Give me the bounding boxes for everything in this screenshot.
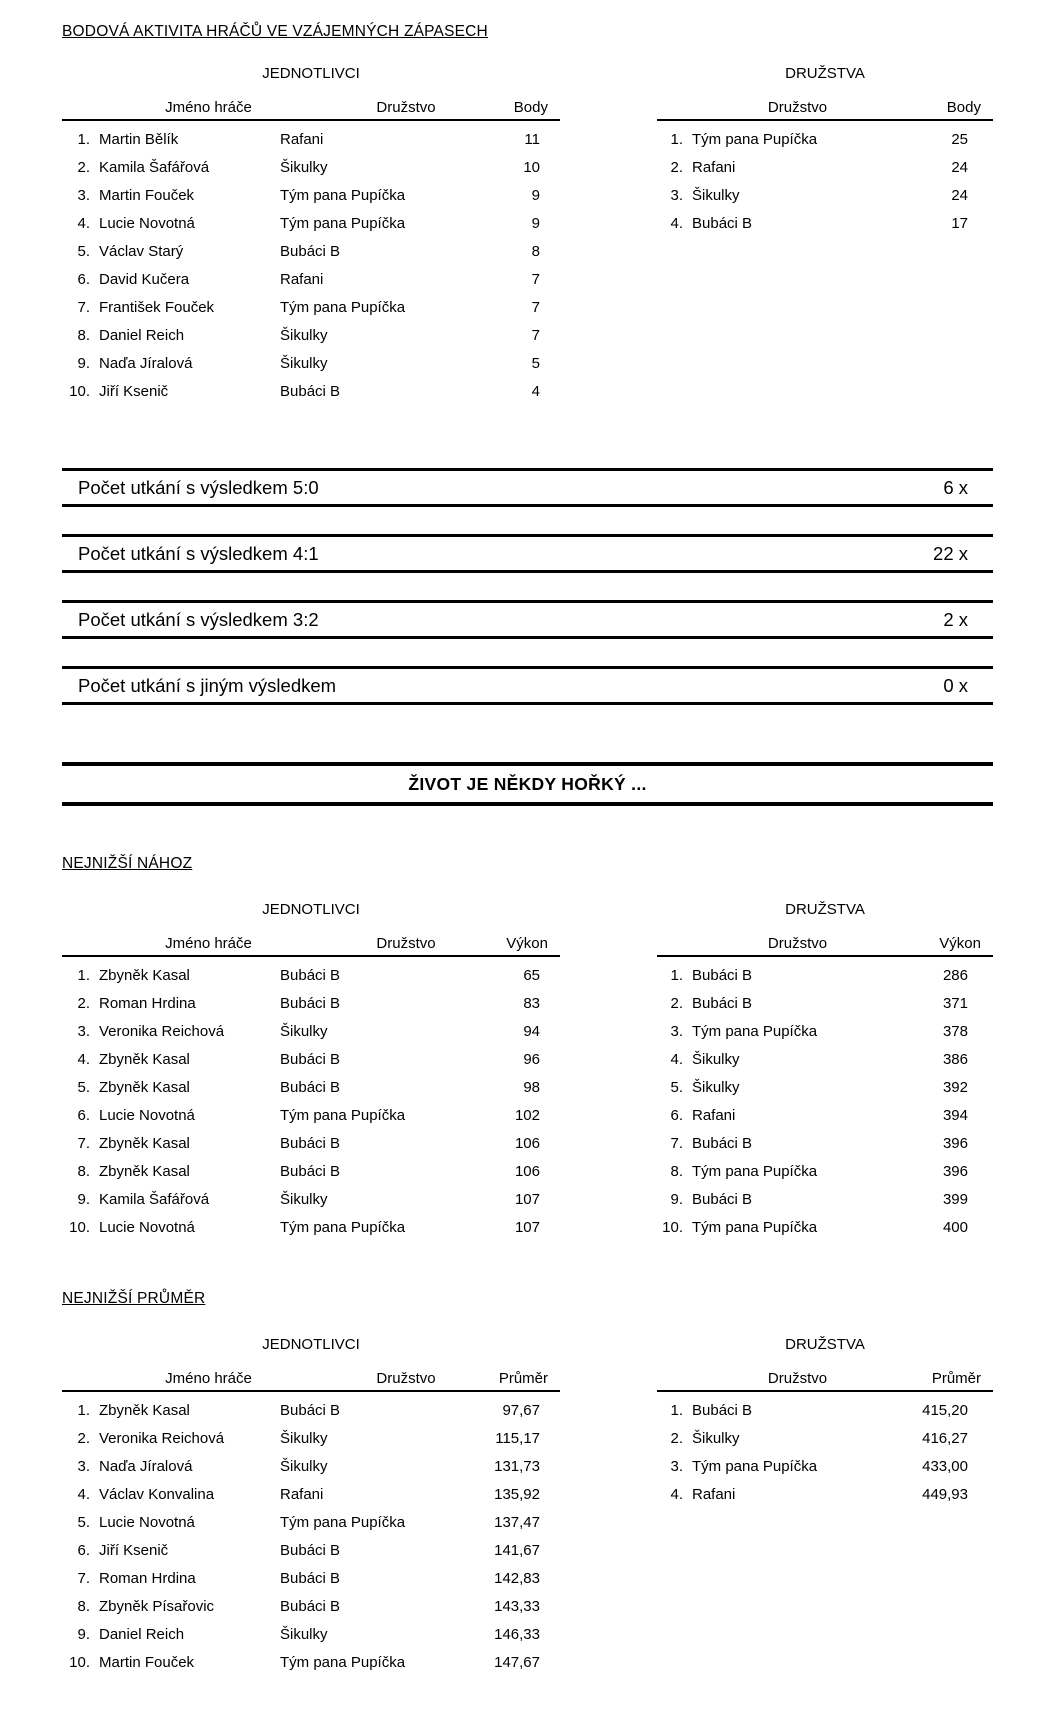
value-cell: 106 xyxy=(514,1134,540,1152)
rank-cell: 2. xyxy=(77,158,90,176)
team-column-header: Družstvo xyxy=(376,1370,436,1387)
team-cell: Tým pana Pupíčka xyxy=(280,1218,406,1236)
rank-cell: 10. xyxy=(69,1218,90,1236)
rank-cell: 3. xyxy=(77,1457,90,1475)
rank-cell: 6. xyxy=(670,1106,683,1124)
table-row xyxy=(62,1592,560,1620)
team-column-header: Družstvo xyxy=(767,935,828,952)
rank-cell: 7. xyxy=(77,298,90,316)
individuals-table-title: JEDNOTLIVCI xyxy=(262,1336,360,1353)
table-row xyxy=(62,377,560,405)
section-heading-lowest-average: NEJNIŽŠÍ PRŮMĚR xyxy=(62,1290,206,1307)
team-cell: Rafani xyxy=(692,1485,736,1503)
team-cell: Bubáci B xyxy=(692,994,753,1012)
table-row xyxy=(657,181,993,209)
team-cell: Šikulky xyxy=(692,1050,740,1068)
value-cell: 131,73 xyxy=(494,1457,540,1475)
teams-table-title: DRUŽSTVA xyxy=(785,901,865,918)
lowest-average-individuals-body xyxy=(62,1392,560,1676)
rank-cell: 10. xyxy=(662,1218,683,1236)
team-column-header: Družstvo xyxy=(767,1370,828,1387)
player-name-cell: Lucie Novotná xyxy=(99,1106,195,1124)
value-cell: 9 xyxy=(531,186,540,204)
table-row xyxy=(657,209,993,237)
table-row xyxy=(657,1129,993,1157)
lowest-throw-teams-body xyxy=(657,957,993,1241)
page-title: BODOVÁ AKTIVITA HRÁČŮ VE VZÁJEMNÝCH ZÁPASECH xyxy=(62,23,488,40)
value-cell: 10 xyxy=(523,158,540,176)
lowest-average-individuals-table xyxy=(62,1336,560,1676)
player-name-cell: Zbyněk Kasal xyxy=(99,1162,190,1180)
rank-cell: 8. xyxy=(77,1597,90,1615)
player-name-cell: Naďa Jíralová xyxy=(99,354,193,372)
teams-table-title: DRUŽSTVA xyxy=(785,1336,865,1353)
value-cell: 102 xyxy=(514,1106,540,1124)
table-row xyxy=(657,1185,993,1213)
table-row xyxy=(62,1620,560,1648)
value-cell: 8 xyxy=(531,242,540,260)
player-column-header: Jméno hráče xyxy=(165,99,252,116)
rank-cell: 3. xyxy=(670,186,683,204)
table-row xyxy=(62,321,560,349)
player-column-header: Jméno hráče xyxy=(165,1370,252,1387)
match-count-box xyxy=(62,534,993,573)
player-name-cell: Daniel Reich xyxy=(99,1625,185,1643)
table-row xyxy=(62,1452,560,1480)
rank-cell: 8. xyxy=(77,1162,90,1180)
rank-cell: 4. xyxy=(670,1485,683,1503)
rank-cell: 4. xyxy=(77,1485,90,1503)
value-cell: 4 xyxy=(531,382,540,400)
value-column-header: Průměr xyxy=(498,1370,548,1387)
table-row xyxy=(657,961,993,989)
value-cell: 7 xyxy=(531,298,540,316)
player-name-cell: František Fouček xyxy=(99,298,215,316)
rank-cell: 5. xyxy=(670,1078,683,1096)
value-cell: 106 xyxy=(514,1162,540,1180)
table-row xyxy=(62,1017,560,1045)
player-name-cell: Jiří Ksenič xyxy=(99,1541,169,1559)
value-cell: 83 xyxy=(523,994,540,1012)
table-row xyxy=(657,1452,993,1480)
table-row xyxy=(657,1480,993,1508)
rank-cell: 1. xyxy=(77,1401,90,1419)
table-row xyxy=(62,1157,560,1185)
table-row xyxy=(62,125,560,153)
rank-cell: 7. xyxy=(670,1134,683,1152)
team-cell: Rafani xyxy=(280,1485,324,1503)
points-individuals-header xyxy=(62,99,560,121)
value-cell: 5 xyxy=(531,354,540,372)
rank-cell: 4. xyxy=(670,214,683,232)
player-name-cell: Zbyněk Písařovic xyxy=(99,1597,215,1615)
lowest-average-section xyxy=(62,1241,993,1676)
value-cell: 416,27 xyxy=(922,1429,968,1447)
team-cell: Bubáci B xyxy=(280,1401,341,1419)
table-row xyxy=(62,293,560,321)
rank-cell: 10. xyxy=(69,1653,90,1671)
rank-cell: 9. xyxy=(77,354,90,372)
value-cell: 135,92 xyxy=(494,1485,540,1503)
team-cell: Rafani xyxy=(280,130,324,148)
team-cell: Tým pana Pupíčka xyxy=(280,298,406,316)
lowest-throw-teams-table xyxy=(657,901,993,1241)
value-cell: 400 xyxy=(942,1218,968,1236)
rank-cell: 2. xyxy=(77,1429,90,1447)
team-cell: Bubáci B xyxy=(280,1541,341,1559)
table-row xyxy=(62,961,560,989)
team-cell: Tým pana Pupíčka xyxy=(692,1457,818,1475)
table-row xyxy=(657,1101,993,1129)
player-name-cell: Roman Hrdina xyxy=(99,1569,196,1587)
match-count-label: Počet utkání s jiným výsledkem xyxy=(78,674,337,696)
player-column-header: Jméno hráče xyxy=(165,935,252,952)
table-row xyxy=(62,1480,560,1508)
value-column-header: Výkon xyxy=(939,935,981,952)
team-cell: Šikulky xyxy=(280,1190,328,1208)
lowest-average-teams-body xyxy=(657,1392,993,1508)
rank-cell: 1. xyxy=(77,130,90,148)
team-cell: Bubáci B xyxy=(280,382,341,400)
value-cell: 396 xyxy=(942,1162,968,1180)
team-cell: Tým pana Pupíčka xyxy=(692,130,818,148)
rank-cell: 3. xyxy=(77,186,90,204)
value-cell: 371 xyxy=(942,994,968,1012)
table-row xyxy=(62,1508,560,1536)
value-cell: 141,67 xyxy=(494,1541,540,1559)
table-row xyxy=(657,125,993,153)
individuals-table-title: JEDNOTLIVCI xyxy=(262,65,360,82)
rank-cell: 4. xyxy=(77,1050,90,1068)
value-cell: 142,83 xyxy=(494,1569,540,1587)
rank-cell: 8. xyxy=(670,1162,683,1180)
table-row xyxy=(62,265,560,293)
lowest-throw-section xyxy=(62,806,993,1241)
match-count-box xyxy=(62,666,993,705)
team-cell: Tým pana Pupíčka xyxy=(692,1218,818,1236)
team-cell: Šikulky xyxy=(692,186,740,204)
player-name-cell: Zbyněk Kasal xyxy=(99,966,190,984)
team-column-header: Družstvo xyxy=(376,935,436,952)
value-cell: 146,33 xyxy=(494,1625,540,1643)
lowest-throw-individuals-header xyxy=(62,935,560,957)
individuals-table-title: JEDNOTLIVCI xyxy=(262,901,360,918)
team-cell: Šikulky xyxy=(280,1625,328,1643)
team-cell: Bubáci B xyxy=(692,966,753,984)
value-cell: 65 xyxy=(523,966,540,984)
rank-cell: 9. xyxy=(77,1625,90,1643)
rank-cell: 9. xyxy=(77,1190,90,1208)
team-cell: Tým pana Pupíčka xyxy=(692,1022,818,1040)
value-cell: 25 xyxy=(951,130,968,148)
table-row xyxy=(62,237,560,265)
team-cell: Tým pana Pupíčka xyxy=(692,1162,818,1180)
team-cell: Bubáci B xyxy=(280,994,341,1012)
rank-cell: 6. xyxy=(77,270,90,288)
player-name-cell: Lucie Novotná xyxy=(99,1218,195,1236)
value-cell: 415,20 xyxy=(922,1401,968,1419)
lowest-average-teams-header xyxy=(657,1370,993,1392)
team-cell: Rafani xyxy=(280,270,324,288)
value-cell: 17 xyxy=(951,214,968,232)
player-name-cell: Martin Bělík xyxy=(99,130,179,148)
value-cell: 107 xyxy=(514,1190,540,1208)
table-row xyxy=(657,1396,993,1424)
rank-cell: 8. xyxy=(77,326,90,344)
match-count-label: Počet utkání s výsledkem 3:2 xyxy=(78,608,319,630)
value-cell: 399 xyxy=(942,1190,968,1208)
value-cell: 107 xyxy=(514,1218,540,1236)
rank-cell: 10. xyxy=(69,382,90,400)
table-row xyxy=(62,1648,560,1676)
value-cell: 396 xyxy=(942,1134,968,1152)
table-row xyxy=(62,1073,560,1101)
player-name-cell: Zbyněk Kasal xyxy=(99,1078,190,1096)
table-row xyxy=(62,1564,560,1592)
rank-cell: 2. xyxy=(670,994,683,1012)
team-cell: Rafani xyxy=(692,158,736,176)
team-cell: Bubáci B xyxy=(280,1050,341,1068)
table-row xyxy=(62,989,560,1017)
player-name-cell: Lucie Novotná xyxy=(99,1513,195,1531)
value-cell: 394 xyxy=(942,1106,968,1124)
table-row xyxy=(657,989,993,1017)
team-cell: Šikulky xyxy=(280,1457,328,1475)
rank-cell: 5. xyxy=(77,1513,90,1531)
table-row xyxy=(62,153,560,181)
table-row xyxy=(657,1017,993,1045)
team-cell: Bubáci B xyxy=(692,1134,753,1152)
team-cell: Bubáci B xyxy=(280,1162,341,1180)
lowest-average-teams-table xyxy=(657,1336,993,1676)
table-row xyxy=(657,1157,993,1185)
team-column-header: Družstvo xyxy=(767,99,828,116)
rank-cell: 1. xyxy=(670,966,683,984)
points-teams-body xyxy=(657,121,993,237)
match-count-value: 6 x xyxy=(943,476,968,498)
table-row xyxy=(62,1185,560,1213)
team-cell: Tým pana Pupíčka xyxy=(280,186,406,204)
player-name-cell: Jiří Ksenič xyxy=(99,382,169,400)
points-teams-header xyxy=(657,99,993,121)
value-cell: 7 xyxy=(531,326,540,344)
table-row xyxy=(62,1536,560,1564)
value-cell: 147,67 xyxy=(494,1653,540,1671)
value-cell: 96 xyxy=(523,1050,540,1068)
rank-cell: 6. xyxy=(77,1106,90,1124)
rank-cell: 2. xyxy=(77,994,90,1012)
banner-text: ŽIVOT JE NĚKDY HOŘKÝ ... xyxy=(408,773,647,794)
team-cell: Tým pana Pupíčka xyxy=(280,214,406,232)
player-name-cell: Václav Starý xyxy=(99,242,184,260)
team-cell: Šikulky xyxy=(280,158,328,176)
team-cell: Tým pana Pupíčka xyxy=(280,1513,406,1531)
value-cell: 94 xyxy=(523,1022,540,1040)
player-name-cell: Naďa Jíralová xyxy=(99,1457,193,1475)
match-count-label: Počet utkání s výsledkem 5:0 xyxy=(78,476,319,498)
value-cell: 143,33 xyxy=(494,1597,540,1615)
team-cell: Šikulky xyxy=(280,354,328,372)
section-heading-lowest-throw: NEJNIŽŠÍ NÁHOZ xyxy=(62,855,193,872)
value-cell: 11 xyxy=(524,130,540,148)
rank-cell: 3. xyxy=(670,1457,683,1475)
player-name-cell: Zbyněk Kasal xyxy=(99,1134,190,1152)
table-row xyxy=(62,1213,560,1241)
lowest-average-tables-row xyxy=(62,1336,993,1676)
value-column-header: Výkon xyxy=(506,935,548,952)
match-count-boxes xyxy=(62,468,993,705)
value-cell: 24 xyxy=(951,186,968,204)
teams-table-title: DRUŽSTVA xyxy=(785,65,865,82)
value-cell: 392 xyxy=(942,1078,968,1096)
rank-cell: 9. xyxy=(670,1190,683,1208)
table-row xyxy=(62,181,560,209)
team-cell: Šikulky xyxy=(280,1429,328,1447)
value-cell: 98 xyxy=(523,1078,540,1096)
team-cell: Bubáci B xyxy=(692,1401,753,1419)
table-row xyxy=(657,153,993,181)
table-row xyxy=(657,1045,993,1073)
player-name-cell: Kamila Šafářová xyxy=(99,1190,210,1208)
lowest-throw-individuals-body xyxy=(62,957,560,1241)
team-cell: Tým pana Pupíčka xyxy=(280,1653,406,1671)
match-count-label: Počet utkání s výsledkem 4:1 xyxy=(78,542,319,564)
rank-cell: 2. xyxy=(670,158,683,176)
lowest-throw-individuals-table xyxy=(62,901,560,1241)
points-tables-row xyxy=(62,65,993,405)
team-cell: Šikulky xyxy=(692,1078,740,1096)
team-cell: Bubáci B xyxy=(692,1190,753,1208)
match-count-box xyxy=(62,468,993,507)
rank-cell: 6. xyxy=(77,1541,90,1559)
match-count-value: 0 x xyxy=(943,674,968,696)
table-row xyxy=(62,1424,560,1452)
value-cell: 97,67 xyxy=(502,1401,540,1419)
points-individuals-body xyxy=(62,121,560,405)
value-cell: 115,17 xyxy=(495,1429,540,1447)
player-name-cell: Veronika Reichová xyxy=(99,1022,225,1040)
team-cell: Bubáci B xyxy=(692,214,753,232)
table-row xyxy=(62,209,560,237)
points-individuals-table xyxy=(62,65,560,405)
lowest-throw-teams-header xyxy=(657,935,993,957)
team-cell: Šikulky xyxy=(280,326,328,344)
value-cell: 386 xyxy=(942,1050,968,1068)
rank-cell: 1. xyxy=(670,130,683,148)
value-cell: 137,47 xyxy=(494,1513,540,1531)
player-name-cell: Veronika Reichová xyxy=(99,1429,225,1447)
table-row xyxy=(62,1045,560,1073)
table-row xyxy=(657,1424,993,1452)
value-cell: 449,93 xyxy=(922,1485,968,1503)
team-cell: Bubáci B xyxy=(280,1569,341,1587)
value-column-header: Body xyxy=(513,99,548,116)
team-cell: Šikulky xyxy=(280,1022,328,1040)
rank-cell: 3. xyxy=(670,1022,683,1040)
team-cell: Tým pana Pupíčka xyxy=(280,1106,406,1124)
value-cell: 433,00 xyxy=(922,1457,968,1475)
team-cell: Bubáci B xyxy=(280,966,341,984)
team-cell: Šikulky xyxy=(692,1429,740,1447)
player-name-cell: Martin Fouček xyxy=(99,186,195,204)
team-column-header: Družstvo xyxy=(376,99,436,116)
rank-cell: 5. xyxy=(77,242,90,260)
rank-cell: 1. xyxy=(77,966,90,984)
rank-cell: 5. xyxy=(77,1078,90,1096)
rank-cell: 3. xyxy=(77,1022,90,1040)
match-count-value: 2 x xyxy=(943,608,968,630)
table-row xyxy=(62,349,560,377)
player-name-cell: Kamila Šafářová xyxy=(99,158,210,176)
player-name-cell: Martin Fouček xyxy=(99,1653,195,1671)
rank-cell: 7. xyxy=(77,1569,90,1587)
player-name-cell: Zbyněk Kasal xyxy=(99,1050,190,1068)
player-name-cell: Roman Hrdina xyxy=(99,994,196,1012)
player-name-cell: Daniel Reich xyxy=(99,326,185,344)
team-cell: Bubáci B xyxy=(280,1078,341,1096)
rank-cell: 7. xyxy=(77,1134,90,1152)
team-cell: Bubáci B xyxy=(280,1134,341,1152)
player-name-cell: David Kučera xyxy=(99,270,190,288)
lowest-average-individuals-header xyxy=(62,1370,560,1392)
table-row xyxy=(657,1073,993,1101)
banner xyxy=(62,762,993,806)
value-cell: 9 xyxy=(531,214,540,232)
rank-cell: 1. xyxy=(670,1401,683,1419)
rank-cell: 2. xyxy=(670,1429,683,1447)
points-teams-table xyxy=(657,65,993,405)
match-count-box xyxy=(62,600,993,639)
value-column-header: Body xyxy=(946,99,981,116)
value-cell: 24 xyxy=(951,158,968,176)
value-column-header: Průměr xyxy=(931,1370,981,1387)
player-name-cell: Václav Konvalina xyxy=(99,1485,215,1503)
table-row xyxy=(62,1129,560,1157)
lowest-throw-tables-row xyxy=(62,901,993,1241)
value-cell: 286 xyxy=(942,966,968,984)
table-row xyxy=(62,1101,560,1129)
table-row xyxy=(657,1213,993,1241)
player-name-cell: Zbyněk Kasal xyxy=(99,1401,190,1419)
team-cell: Rafani xyxy=(692,1106,736,1124)
value-cell: 378 xyxy=(942,1022,968,1040)
team-cell: Bubáci B xyxy=(280,242,341,260)
rank-cell: 4. xyxy=(77,214,90,232)
player-name-cell: Lucie Novotná xyxy=(99,214,195,232)
value-cell: 7 xyxy=(531,270,540,288)
match-count-value: 22 x xyxy=(933,542,968,564)
table-row xyxy=(62,1396,560,1424)
rank-cell: 4. xyxy=(670,1050,683,1068)
team-cell: Bubáci B xyxy=(280,1597,341,1615)
